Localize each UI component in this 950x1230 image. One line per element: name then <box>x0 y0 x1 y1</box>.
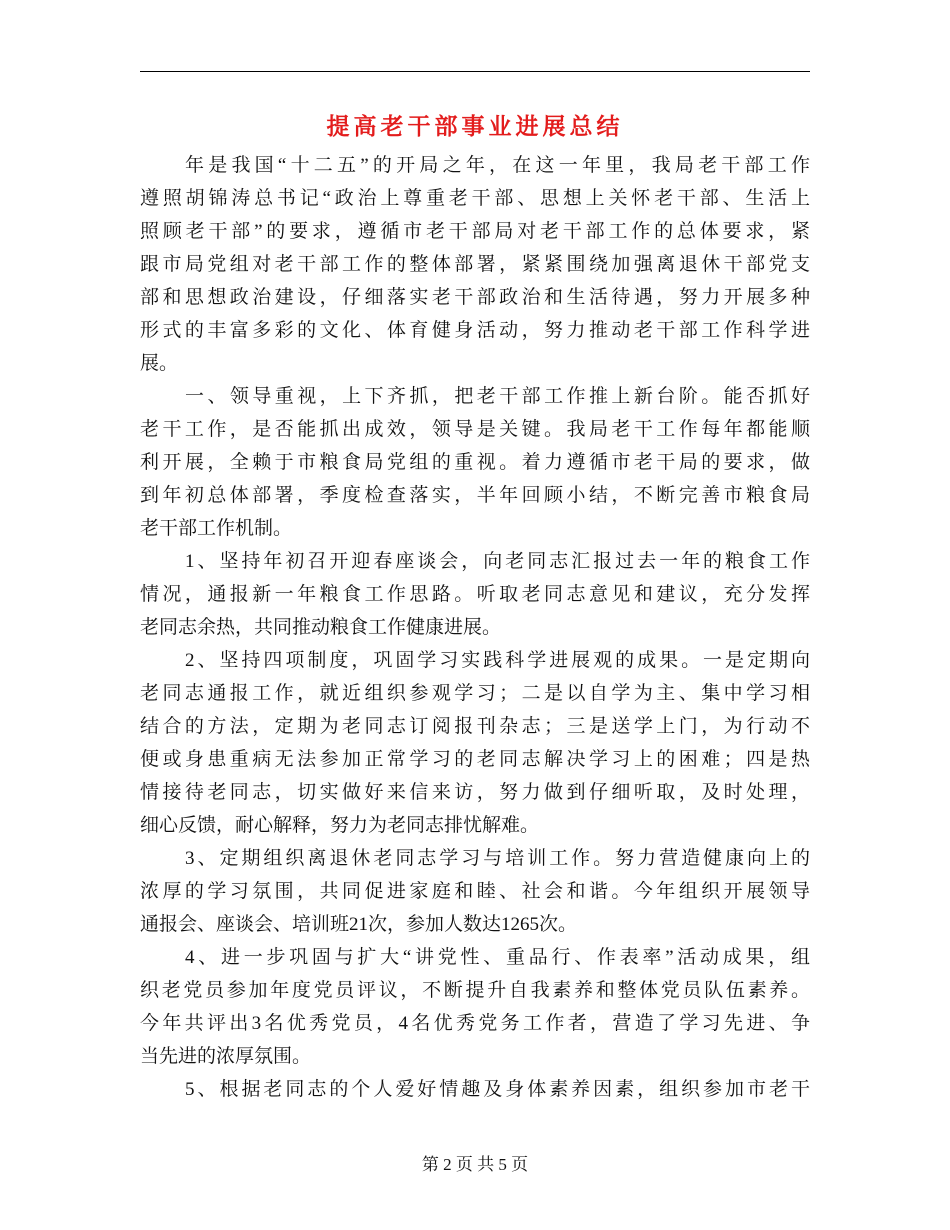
text-line: 利开展，全赖于市粮食局党组的重视。着力遵循市老干局的要求，做 <box>140 452 810 473</box>
text-line: 2、坚持四项制度，巩固学习实践科学进展观的成果。一是定期向 <box>185 650 810 671</box>
text-line: 4、进一步巩固与扩大“讲党性、重品行、作表率”活动成果，组 <box>185 947 810 968</box>
paragraph <box>140 380 810 545</box>
text-line: 结合的方法，定期为老同志订阅报刊杂志；三是送学上门，为行动不 <box>140 716 810 737</box>
text-line: 当先进的浓厚氛围。 <box>140 1046 312 1067</box>
document-body <box>140 149 810 1106</box>
paragraph <box>140 149 810 380</box>
header-rule <box>140 71 810 72</box>
text-line: 年是我国“十二五”的开局之年，在这一年里，我局老干部工作 <box>185 155 810 176</box>
paragraph <box>140 1073 810 1106</box>
text-line: 展。 <box>140 353 179 374</box>
text-line: 老同志余热，共同推动粮食工作健康进展。 <box>140 617 502 638</box>
paragraph <box>140 644 810 842</box>
text-line: 情接待老同志，切实做好来信来访，努力做到仔细听取，及时处理， <box>140 782 810 803</box>
document-title: 提高老干部事业进展总结 <box>326 114 624 139</box>
text-line: 5、根据老同志的个人爱好情趣及身体素养因素，组织参加市老干 <box>185 1079 810 1100</box>
text-line: 情况，通报新一年粮食工作思路。听取老同志意见和建议，充分发挥 <box>140 584 810 605</box>
text-line: 3、定期组织离退休老同志学习与培训工作。努力营造健康向上的 <box>185 848 810 869</box>
text-line: 织老党员参加年度党员评议，不断提升自我素养和整体党员队伍素养。 <box>140 980 810 1001</box>
page-footer: 第 2 页 共 5 页 <box>421 1155 529 1174</box>
text-line: 一、领导重视，上下齐抓，把老干部工作推上新台阶。能否抓好 <box>185 386 810 407</box>
text-line: 跟市局党组对老干部工作的整体部署，紧紧围绕加强离退休干部党支 <box>140 254 810 275</box>
text-line: 照顾老干部”的要求，遵循市老干部局对老干部工作的总体要求，紧 <box>140 221 810 242</box>
text-line: 形式的丰富多彩的文化、体育健身活动，努力推动老干部工作科学进 <box>140 320 810 341</box>
paragraph <box>140 941 810 1073</box>
text-line: 细心反馈，耐心解释，努力为老同志排忧解难。 <box>140 815 540 836</box>
text-line: 1、坚持年初召开迎春座谈会，向老同志汇报过去一年的粮食工作 <box>185 551 810 572</box>
text-line: 老干部工作机制。 <box>140 518 293 539</box>
text-line: 到年初总体部署，季度检查落实，半年回顾小结，不断完善市粮食局 <box>140 485 810 506</box>
text-line: 便或身患重病无法参加正常学习的老同志解决学习上的困难；四是热 <box>140 749 810 770</box>
text-line: 老干工作，是否能抓出成效，领导是关键。我局老干工作每年都能顺 <box>140 419 810 440</box>
text-line: 通报会、座谈会、培训班21次，参加人数达1265次。 <box>140 914 578 935</box>
text-line: 浓厚的学习氛围，共同促进家庭和睦、社会和谐。今年组织开展领导 <box>140 881 810 902</box>
text-line: 老同志通报工作，就近组织参观学习；二是以自学为主、集中学习相 <box>140 683 810 704</box>
paragraph <box>140 842 810 941</box>
text-line: 部和思想政治建设，仔细落实老干部政治和生活待遇，努力开展多种 <box>140 287 810 308</box>
text-line: 今年共评出3名优秀党员，4名优秀党务工作者，营造了学习先进、争 <box>140 1013 810 1034</box>
paragraph <box>140 545 810 644</box>
text-line: 遵照胡锦涛总书记“政治上尊重老干部、思想上关怀老干部、生活上 <box>140 188 810 209</box>
